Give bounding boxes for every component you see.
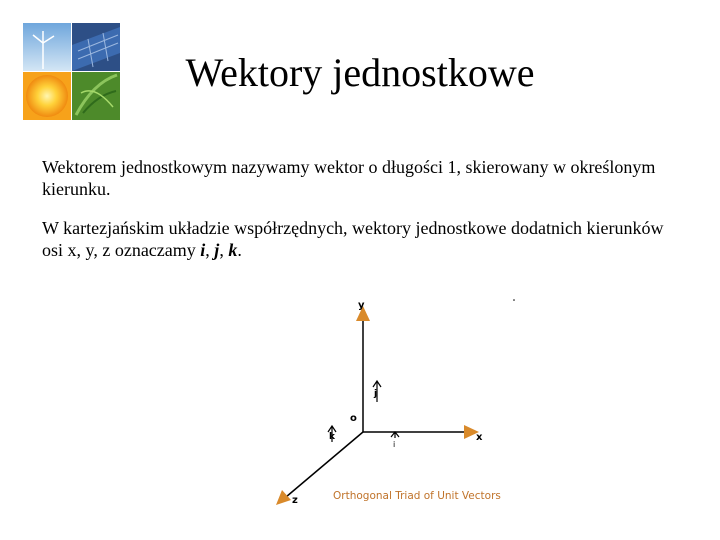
unit-k-label: k: [329, 432, 335, 442]
axis-x-label: x: [476, 432, 483, 443]
symbol-i: i: [200, 240, 206, 260]
notation-text: W kartezjańskim układzie współrzędnych, wektory jednostkowe dodatnich kierunków osi x, y, z oznaczamy: [42, 218, 664, 260]
unit-vectors-diagram: [270, 290, 530, 515]
axis-y-label: y: [358, 300, 365, 311]
z-axis-line: [286, 432, 363, 497]
stray-dot: [513, 299, 515, 301]
symbol-k: k: [228, 240, 238, 260]
slide-title: Wektory jednostkowe: [185, 50, 535, 95]
origin-label: o: [350, 413, 357, 424]
unit-i-label: i: [393, 440, 396, 449]
z-axis-arrowhead: [276, 490, 291, 505]
unit-i-arrow: [391, 432, 399, 438]
separator-1: ,: [205, 240, 215, 260]
notation-paragraph: [42, 217, 682, 261]
definition-paragraph: Wektorem jednostkowym nazywamy wektor o długości 1, skierowany w określonym kierunku.: [42, 157, 656, 199]
symbol-j: j: [214, 240, 220, 260]
separator-2: ,: [219, 240, 229, 260]
axis-z-label: z: [292, 495, 298, 506]
logo-image: [23, 23, 120, 120]
period: .: [237, 240, 242, 260]
unit-j-label: j: [374, 389, 378, 399]
diagram-caption: Orthogonal Triad of Unit Vectors: [333, 490, 501, 502]
